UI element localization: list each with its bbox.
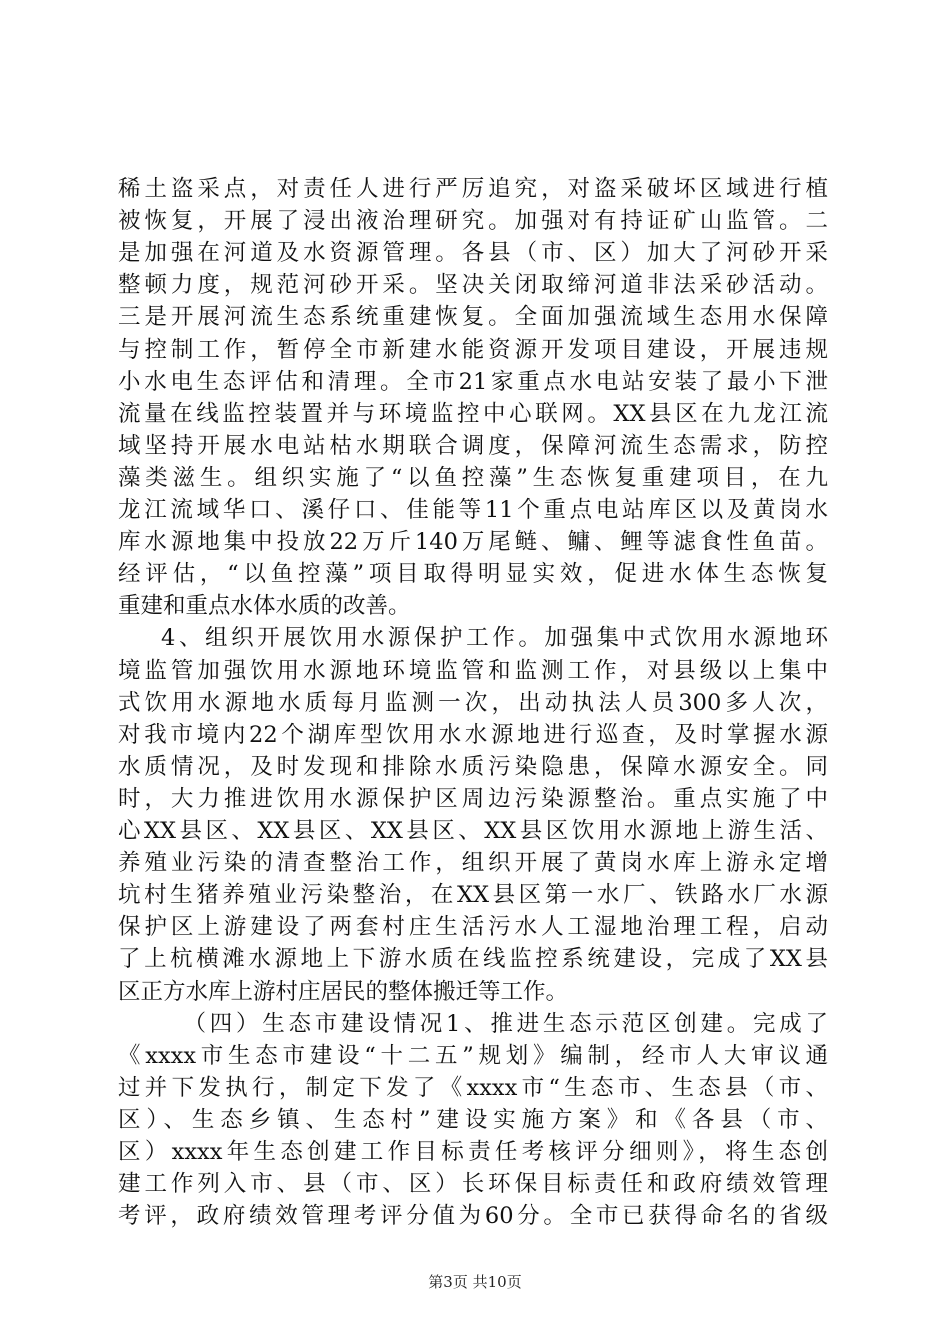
paragraph-line: 时，大力推进饮用水源保护区周边污染源整治。重点实施了中: [118, 785, 828, 812]
paragraph-line: 区正方水库上游村庄居民的整体搬迁等工作。: [118, 978, 569, 1005]
paragraph-line: 过并下发执行，制定下发了《xxxx市“生态市、生态县（市、: [118, 1074, 828, 1101]
paragraph-line: 藻类滋生。组织实施了“以鱼控藻”生态恢复重建项目，在九: [118, 464, 828, 491]
paragraph-line: 被恢复，开展了浸出液治理研究。加强对有持证矿山监管。二: [118, 208, 828, 235]
paragraph-line: 坑村生猪养殖业污染整治，在XX县区第一水厂、铁路水厂水源: [118, 882, 828, 909]
paragraph-line: 与控制工作，暂停全市新建水能资源开发项目建设，开展违规: [118, 336, 828, 363]
paragraph-line: 心XX县区、XX县区、XX县区、XX县区饮用水源地上游生活、: [118, 818, 828, 844]
paragraph-line: 了上杭横滩水源地上下游水质在线监控系统建设，完成了XX县: [118, 946, 828, 973]
paragraph-line: 重建和重点水体水质的改善。: [118, 593, 411, 620]
paragraph-line: 建工作列入市、县（市、区）长环保目标责任和政府绩效管理: [118, 1171, 828, 1198]
paragraph-line: 4、组织开展饮用水源保护工作。加强集中式饮用水源地环: [118, 625, 828, 652]
paragraph-line: （四）生态市建设情况1、推进生态示范区创建。完成了: [118, 1010, 828, 1037]
paragraph-line: 龙江流域华口、溪仔口、佳能等11个重点电站库区以及黄岗水: [118, 497, 828, 523]
paragraph-line: 对我市境内22个湖库型饮用水水源地进行巡查，及时掌握水源: [118, 721, 828, 748]
page-footer: 第3页 共10页: [428, 1273, 522, 1291]
paragraph-line: 整顿力度，规范河砂开采。坚决关闭取缔河道非法采砂活动。: [118, 272, 828, 299]
paragraph-line: 保护区上游建设了两套村庄生活污水人工湿地治理工程，启动: [118, 914, 828, 941]
paragraph-line: 库水源地集中投放22万斤140万尾鲢、鳙、鲤等滤食性鱼苗。: [118, 529, 828, 556]
paragraph-line: 考评，政府绩效管理考评分值为60分。全市已获得命名的省级: [118, 1203, 828, 1230]
paragraph-line: 式饮用水源地水质每月监测一次，出动执法人员300多人次，: [118, 689, 828, 716]
paragraph-line: 经评估，“以鱼控藻”项目取得明显实效，促进水体生态恢复: [118, 561, 828, 588]
paragraph-line: 区）、生态乡镇、生态村”建设实施方案》和《各县（市、: [118, 1106, 828, 1133]
paragraph-line: 稀土盗采点，对责任人进行严厉追究，对盗采破坏区域进行植: [118, 176, 828, 202]
paragraph-line: 是加强在河道及水资源管理。各县（市、区）加大了河砂开采: [118, 240, 828, 267]
paragraph-line: 《xxxx市生态市建设“十二五”规划》编制，经市人大审议通: [118, 1042, 828, 1069]
paragraph-line: 三是开展河流生态系统重建恢复。全面加强流域生态用水保障: [118, 304, 828, 331]
paragraph-line: 养殖业污染的清查整治工作，组织开展了黄岗水库上游永定增: [118, 850, 828, 877]
paragraph-line: 区）xxxx年生态创建工作目标责任考核评分细则》，将生态创: [118, 1139, 828, 1165]
paragraph-line: 域坚持开展水电站枯水期联合调度，保障河流生态需求，防控: [118, 432, 828, 459]
paragraph-line: 小水电生态评估和清理。全市21家重点水电站安装了最小下泄: [118, 368, 828, 395]
paragraph-line: 水质情况，及时发现和排除水质污染隐患，保障水源安全。同: [118, 753, 828, 780]
paragraph-line: 境监管加强饮用水源地环境监管和监测工作，对县级以上集中: [118, 657, 828, 684]
paragraph-line: 流量在线监控装置并与环境监控中心联网。XX县区在九龙江流: [118, 400, 828, 427]
